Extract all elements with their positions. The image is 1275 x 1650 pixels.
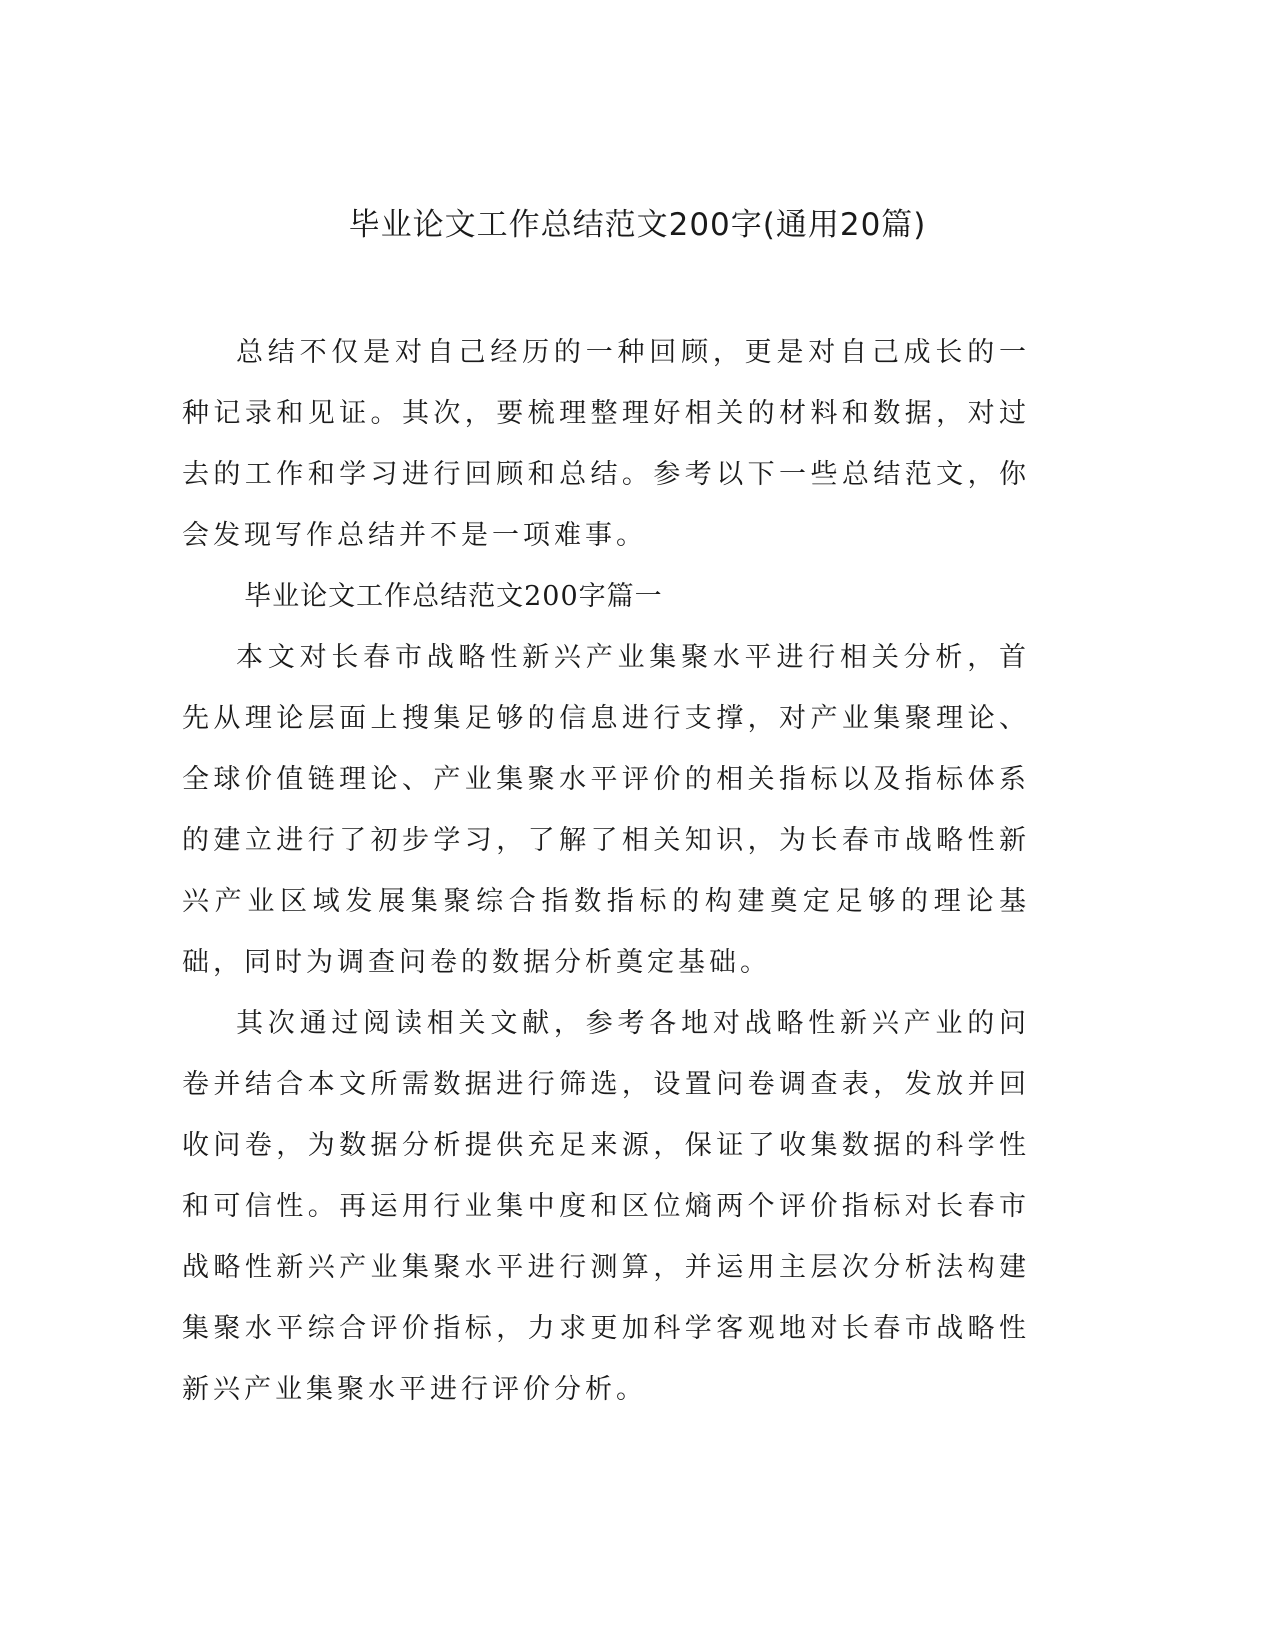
body-paragraph: 本文对长春市战略性新兴产业集聚水平进行相关分析，首先从理论层面上搜集足够的信息进行支撑，对产业集聚理论、全球价值链理论、产业集聚水平评价的相关指标以及指标体系的建立进行了初步学习，了解了相关知识，为长春市战略性新兴产业区域发展集聚综合指数指标的构建奠定足够的理论基础，同时为调查问卷的数据分析奠定基础。 — [182, 642, 1030, 978]
document-body — [182, 322, 1030, 1420]
page-title: 毕业论文工作总结范文200字(通用20篇) — [348, 207, 927, 243]
body-paragraph: 其次通过阅读相关文献，参考各地对战略性新兴产业的问卷并结合本文所需数据进行筛选，设置问卷调查表，发放并回收问卷，为数据分析提供充足来源，保证了收集数据的科学性和可信性。再运用行业集中度和区位熵两个评价指标对长春市战略性新兴产业集聚水平进行测算，并运用主层次分析法构建集聚水平综合评价指标，力求更加科学客观地对长春市战略性新兴产业集聚水平进行评价分析。 — [182, 1008, 1030, 1405]
intro-paragraph: 总结不仅是对自己经历的一种回顾，更是对自己成长的一种记录和见证。其次，要梳理整理好相关的材料和数据，对过去的工作和学习进行回顾和总结。参考以下一些总结范文，你会发现写作总结并不是一项难事。 — [182, 337, 1030, 551]
section-heading: 毕业论文工作总结范文200字篇一 — [244, 581, 663, 612]
